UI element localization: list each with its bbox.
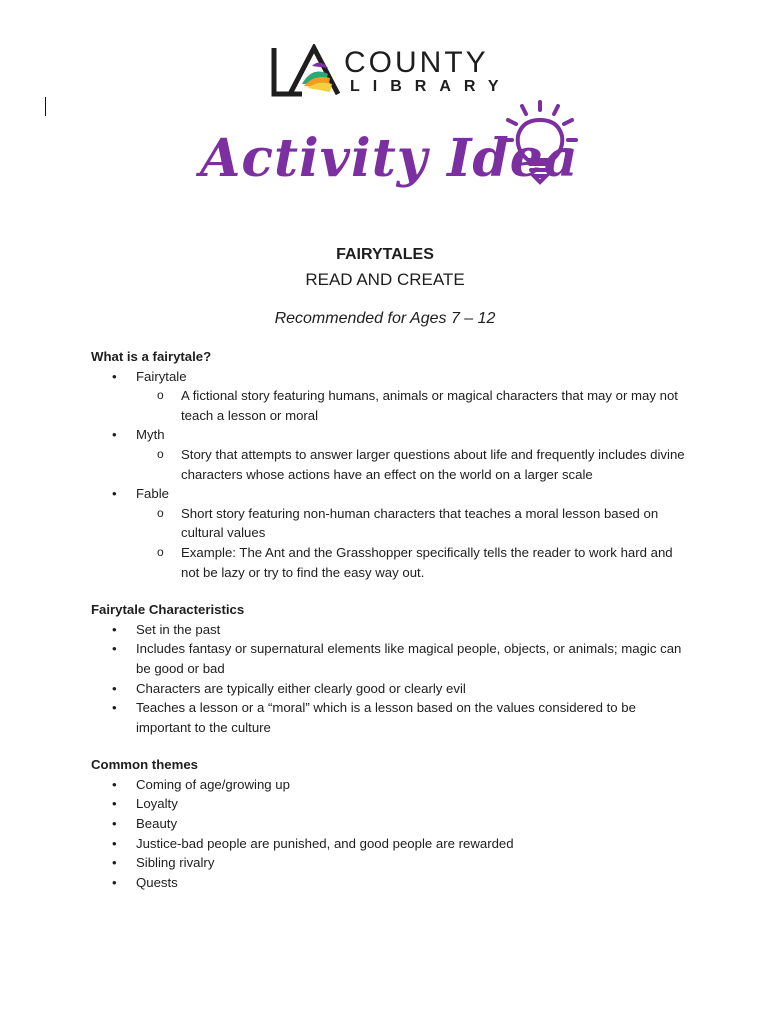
lightbulb-icon — [500, 98, 582, 186]
list-item: • Set in the past — [91, 620, 691, 640]
list-item: • Coming of age/growing up — [91, 775, 691, 795]
list-item — [91, 367, 691, 426]
la-county-library-logo — [268, 44, 512, 104]
list-item: • Sibling rivalry — [91, 853, 691, 873]
list-item-label: Fairytale — [136, 368, 187, 384]
document-body — [91, 347, 691, 892]
activity-idea-title: Activity Idea — [200, 128, 579, 189]
fairytale-types-list — [91, 367, 691, 583]
sub-list-item: o Short story featuring non-human characters that teaches a moral lesson based on cultural values — [136, 504, 691, 543]
page-subtitle: READ AND CREATE — [305, 270, 465, 289]
section-title: Common themes — [91, 757, 198, 773]
text-cursor — [45, 97, 46, 116]
section-title: Fairytale Characteristics — [91, 602, 245, 618]
list-item: • Characters are typically either clearly good or clearly evil — [91, 679, 691, 699]
list-item — [91, 484, 691, 582]
sub-list-item: o Example: The Ant and the Grasshopper specifically tells the reader to work hard and not be lazy or try to find the easy way out. — [136, 543, 691, 582]
list-item-label: Myth — [136, 427, 165, 443]
sub-list-item: o Story that attempts to answer larger questions about life and frequently includes divine characters whose actions have an effect on the world on a larger scale — [136, 445, 691, 484]
list-item: • Beauty — [91, 814, 691, 834]
section-title: What is a fairytale? — [91, 349, 212, 364]
age-recommendation: Recommended for Ages 7 – 12 — [274, 310, 496, 327]
list-item: • Justice-bad people are punished, and good people are rewarded — [91, 834, 691, 854]
la-logo-icon — [268, 44, 348, 100]
list-item-label: Fable — [136, 486, 169, 502]
sub-list-item: o A fictional story featuring humans, animals or magical characters that may or may not teach a lesson or moral — [136, 386, 691, 425]
list-item: • Loyalty — [91, 794, 691, 814]
themes-list — [91, 775, 691, 893]
logo-library-text: LIBRARY — [350, 78, 512, 95]
list-item: • Includes fantasy or supernatural elements like magical people, objects, or animals; magic can be good or bad — [91, 639, 691, 678]
list-item: • Quests — [91, 873, 691, 893]
list-item — [91, 425, 691, 484]
list-item: • Teaches a lesson or a “moral” which is a lesson based on the values considered to be important to the culture — [91, 698, 691, 737]
page-title: FAIRYTALES — [336, 246, 434, 263]
characteristics-list — [91, 620, 691, 738]
logo-county-text: COUNTY — [344, 46, 489, 79]
